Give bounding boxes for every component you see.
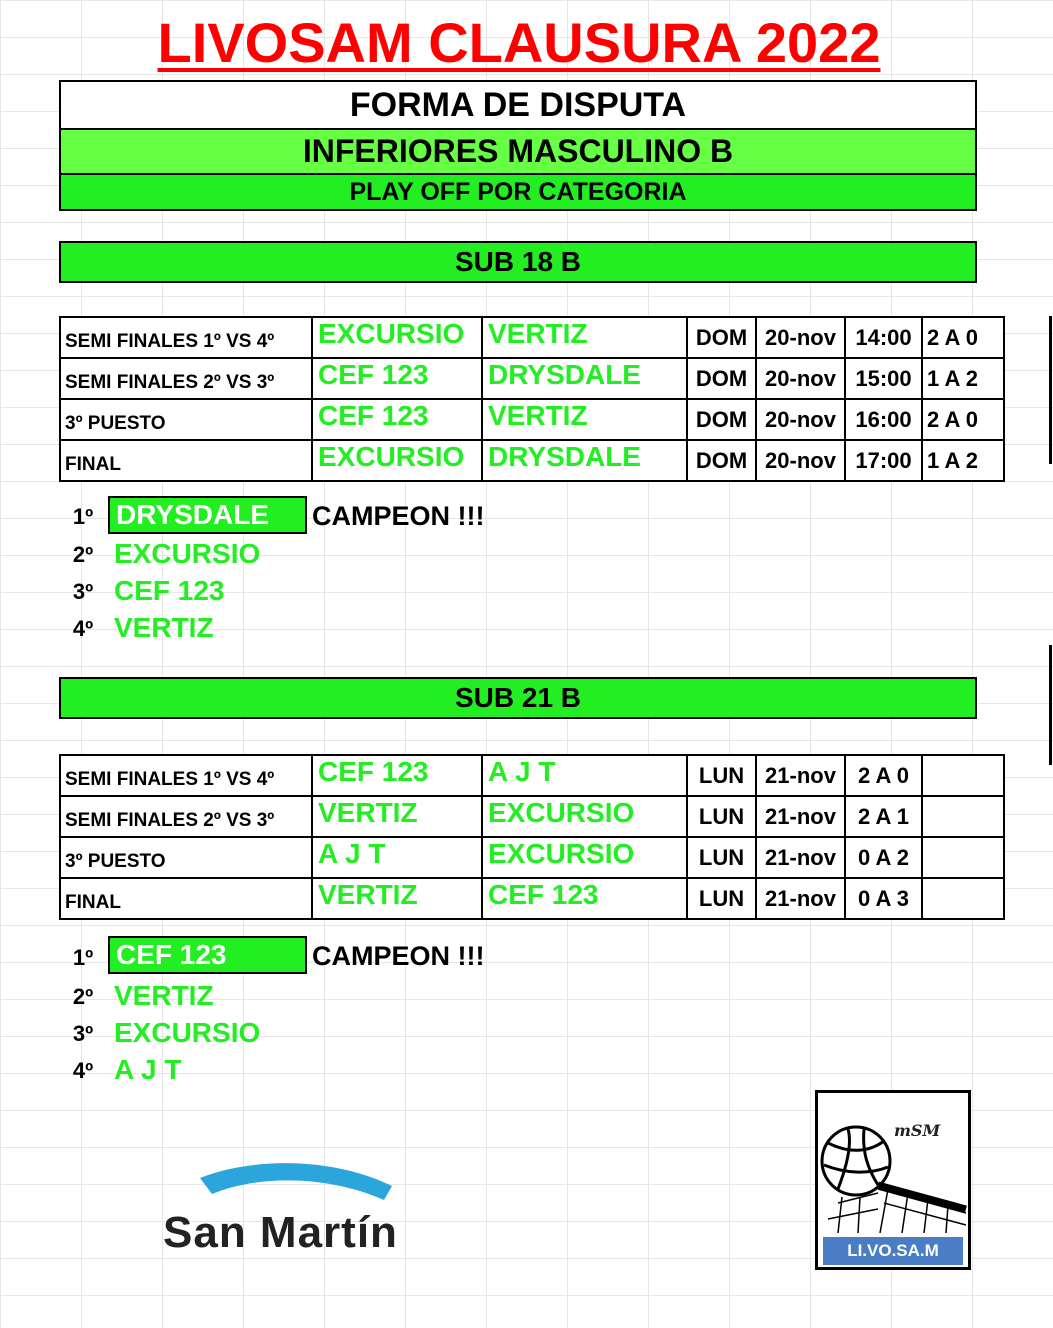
result-cell: 2 A 1 bbox=[845, 796, 922, 837]
stage-cell: SEMI FINALES 1º VS 4º bbox=[60, 755, 312, 796]
stage-cell: FINAL bbox=[60, 440, 312, 481]
table-row bbox=[60, 358, 1004, 399]
table-row bbox=[60, 317, 1004, 358]
stage-cell: FINAL bbox=[60, 878, 312, 919]
edge-line bbox=[1049, 645, 1052, 765]
standing-team-4: VERTIZ bbox=[114, 612, 214, 643]
table-row bbox=[60, 755, 1004, 796]
sub21-games-table bbox=[59, 754, 1005, 920]
champion-box: CEF 123 bbox=[108, 936, 307, 974]
team1-cell: VERTIZ bbox=[312, 796, 482, 837]
team2-cell: A J T bbox=[482, 755, 687, 796]
date-cell: 20-nov bbox=[756, 358, 845, 399]
sub18-games-table bbox=[59, 316, 1005, 482]
standing-pos-1: 1º bbox=[72, 504, 94, 529]
champion-label: CAMPEON !!! bbox=[312, 501, 485, 531]
standing-pos-3: 3º bbox=[72, 579, 94, 604]
team1-cell: EXCURSIO bbox=[312, 440, 482, 481]
empty-cell bbox=[922, 878, 1004, 919]
result-cell: 1 A 2 bbox=[922, 440, 1004, 481]
day-cell: DOM bbox=[687, 317, 756, 358]
standing-pos-2: 2º bbox=[72, 542, 94, 567]
result-cell: 0 A 3 bbox=[845, 878, 922, 919]
team2-cell: CEF 123 bbox=[482, 878, 687, 919]
time-cell: 14:00 bbox=[845, 317, 922, 358]
division-header: INFERIORES MASCULINO B bbox=[59, 130, 977, 175]
page-title bbox=[60, 8, 978, 78]
table-row bbox=[60, 440, 1004, 481]
result-cell: 1 A 2 bbox=[922, 358, 1004, 399]
stage-cell: SEMI FINALES 2º VS 3º bbox=[60, 358, 312, 399]
san-martin-wordmark: San Martín bbox=[163, 1208, 398, 1257]
date-cell: 21-nov bbox=[756, 796, 845, 837]
stage-cell: 3º PUESTO bbox=[60, 399, 312, 440]
team2-cell: EXCURSIO bbox=[482, 837, 687, 878]
empty-cell bbox=[922, 755, 1004, 796]
day-cell: LUN bbox=[687, 837, 756, 878]
date-cell: 21-nov bbox=[756, 755, 845, 796]
champion-box: DRYSDALE bbox=[108, 496, 307, 534]
day-cell: DOM bbox=[687, 399, 756, 440]
day-cell: LUN bbox=[687, 755, 756, 796]
badge-name: LI.VO.SA.M bbox=[822, 1236, 964, 1266]
team1-cell: VERTIZ bbox=[312, 878, 482, 919]
table-row bbox=[60, 796, 1004, 837]
standing-team-2: EXCURSIO bbox=[114, 538, 261, 569]
date-cell: 21-nov bbox=[756, 837, 845, 878]
time-cell: 15:00 bbox=[845, 358, 922, 399]
standing-pos-1: 1º bbox=[72, 945, 94, 970]
edge-line bbox=[1049, 316, 1052, 464]
team1-cell: CEF 123 bbox=[312, 755, 482, 796]
standing-team-4: A J T bbox=[114, 1054, 182, 1085]
stage-cell: SEMI FINALES 2º VS 3º bbox=[60, 796, 312, 837]
result-cell: 2 A 0 bbox=[922, 399, 1004, 440]
team1-cell: A J T bbox=[312, 837, 482, 878]
format-header: PLAY OFF POR CATEGORIA bbox=[59, 175, 977, 211]
day-cell: DOM bbox=[687, 358, 756, 399]
team2-cell: DRYSDALE bbox=[482, 358, 687, 399]
team1-cell: EXCURSIO bbox=[312, 317, 482, 358]
table-row bbox=[60, 837, 1004, 878]
champion-label: CAMPEON !!! bbox=[312, 941, 485, 971]
team2-cell: EXCURSIO bbox=[482, 796, 687, 837]
date-cell: 20-nov bbox=[756, 317, 845, 358]
page-title-text: LIVOSAM CLAUSURA 2022 bbox=[157, 11, 881, 74]
standing-pos-2: 2º bbox=[72, 984, 94, 1009]
time-cell: 17:00 bbox=[845, 440, 922, 481]
standing-team-3: EXCURSIO bbox=[114, 1017, 261, 1048]
standing-pos-4: 4º bbox=[72, 616, 94, 641]
team1-cell: CEF 123 bbox=[312, 399, 482, 440]
date-cell: 20-nov bbox=[756, 440, 845, 481]
volleyball-icon bbox=[818, 1093, 968, 1233]
date-cell: 21-nov bbox=[756, 878, 845, 919]
livosam-badge bbox=[815, 1090, 971, 1270]
forma-de-disputa-header: FORMA DE DISPUTA bbox=[59, 80, 977, 130]
table-row bbox=[60, 399, 1004, 440]
stage-cell: 3º PUESTO bbox=[60, 837, 312, 878]
table-row bbox=[60, 878, 1004, 919]
badge-tag: mSM bbox=[894, 1121, 941, 1140]
standing-team-3: CEF 123 bbox=[114, 575, 225, 606]
result-cell: 2 A 0 bbox=[922, 317, 1004, 358]
standing-pos-4: 4º bbox=[72, 1058, 94, 1083]
day-cell: DOM bbox=[687, 440, 756, 481]
time-cell: 16:00 bbox=[845, 399, 922, 440]
day-cell: LUN bbox=[687, 878, 756, 919]
result-cell: 0 A 2 bbox=[845, 837, 922, 878]
sub18-bar: SUB 18 B bbox=[59, 241, 977, 283]
empty-cell bbox=[922, 796, 1004, 837]
empty-cell bbox=[922, 837, 1004, 878]
stage-cell: SEMI FINALES 1º VS 4º bbox=[60, 317, 312, 358]
result-cell: 2 A 0 bbox=[845, 755, 922, 796]
standing-team-2: VERTIZ bbox=[114, 980, 214, 1011]
sub21-bar: SUB 21 B bbox=[59, 677, 977, 719]
standing-pos-3: 3º bbox=[72, 1021, 94, 1046]
team2-cell: DRYSDALE bbox=[482, 440, 687, 481]
date-cell: 20-nov bbox=[756, 399, 845, 440]
team2-cell: VERTIZ bbox=[482, 399, 687, 440]
team2-cell: VERTIZ bbox=[482, 317, 687, 358]
team1-cell: CEF 123 bbox=[312, 358, 482, 399]
day-cell: LUN bbox=[687, 796, 756, 837]
